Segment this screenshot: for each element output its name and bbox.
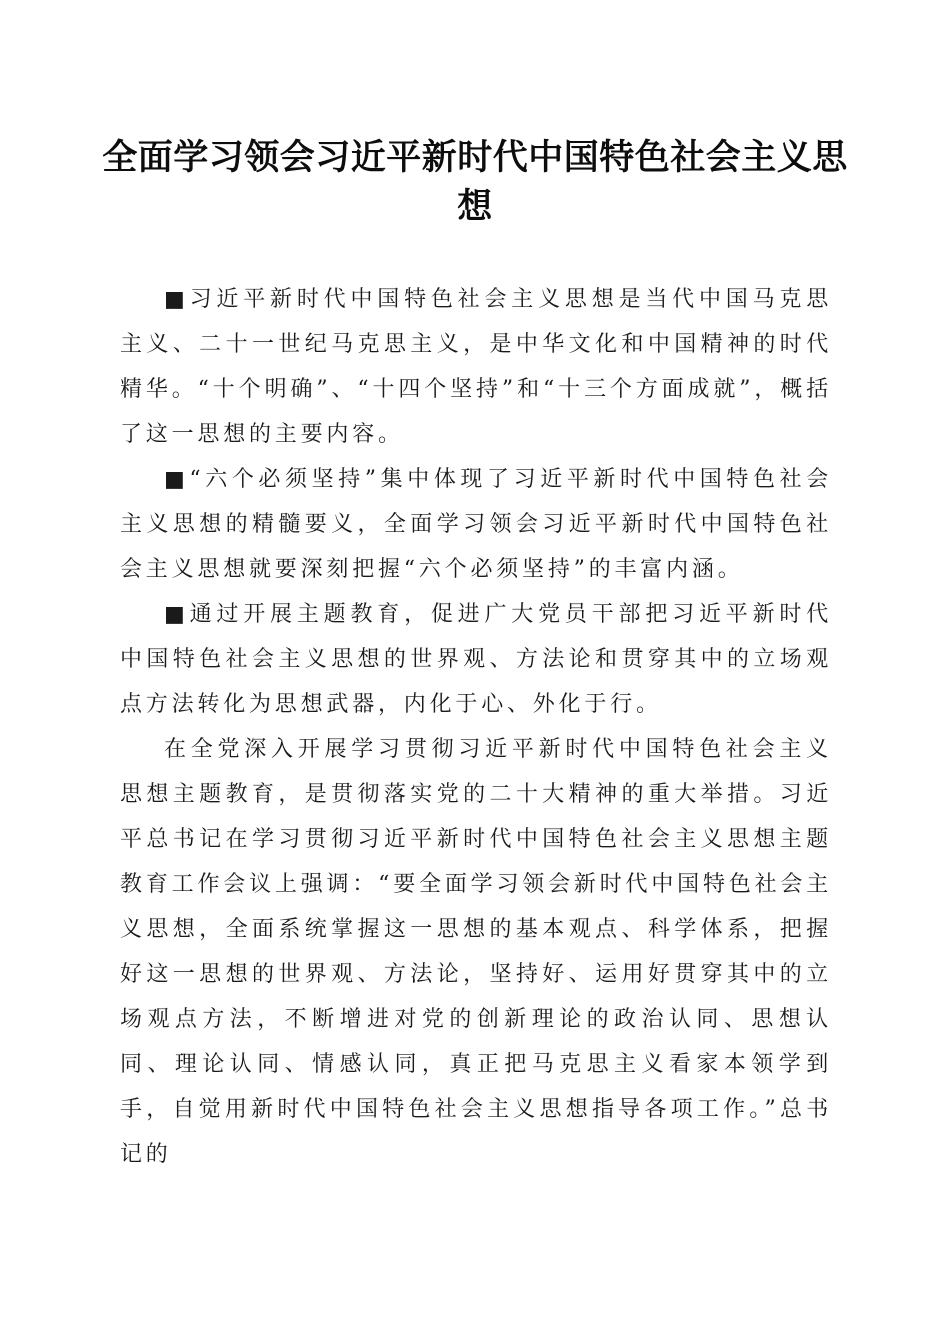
document-body — [120, 277, 832, 1177]
paragraph-2: ■“六个必须坚持”集中体现了习近平新时代中国特色社会主义思想的精髓要义，全面学习领会习近平新时代中国特色社会主义思想就要深刻把握“六个必须坚持”的丰富内涵。 — [120, 467, 832, 582]
paragraph-1: ■习近平新时代中国特色社会主义思想是当代中国马克思主义、二十一世纪马克思主义，是中华文化和中国精神的时代精华。“十个明确”、“十四个坚持”和“十三个方面成就”，概括了这一思想的主要内容。 — [120, 287, 832, 447]
paragraph-3: ■通过开展主题教育，促进广大党员干部把习近平新时代中国特色社会主义思想的世界观、方法论和贯穿其中的立场观点方法转化为思想武器，内化于心、外化于行。 — [120, 602, 832, 717]
document-title: 全面学习领会习近平新时代中国特色社会主义思想 — [102, 137, 848, 227]
paragraph-4: 在全党深入开展学习贯彻习近平新时代中国特色社会主义思想主题教育，是贯彻落实党的二十大精神的重大举措。习近平总书记在学习贯彻习近平新时代中国特色社会主义思想主题教育工作会议上强调：“要全面学习领会新时代中国特色社会主义思想，全面系统掌握这一思想的基本观点、科学体系，把握好这一思想的世界观、方法论，坚持好、运用好贯穿其中的立场观点方法，不断增进对党的创新理论的政治认同、思想认同、理论认同、情感认同，真正把马克思主义看家本领学到手，自觉用新时代中国特色社会主义思想指导各项工作。”总书记的 — [120, 737, 832, 1167]
